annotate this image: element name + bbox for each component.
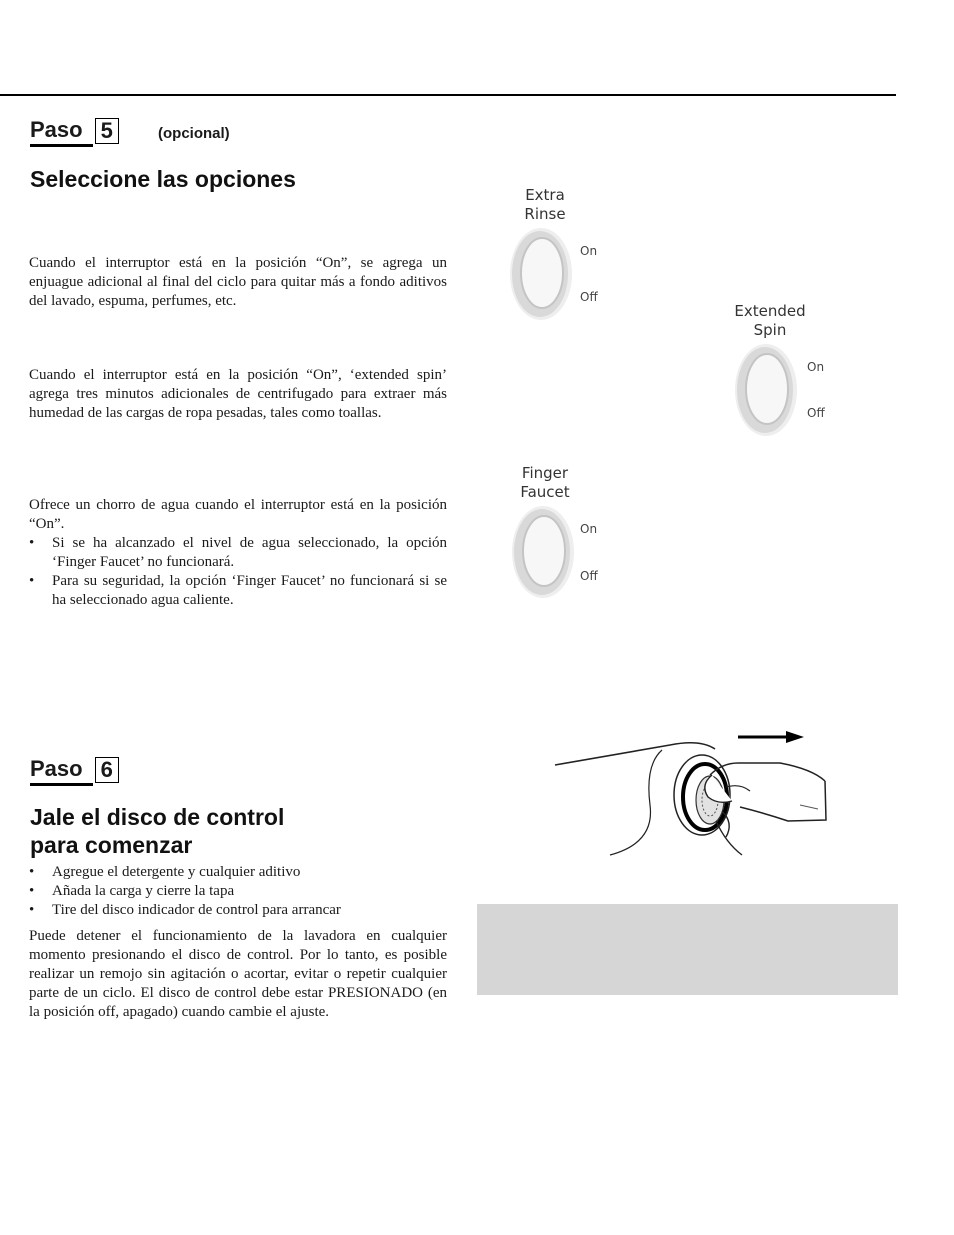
extended-spin-description: Cuando el interruptor está en la posición “On”, ‘extended spin’ agrega tres minutos adicionales de centrifugado para extraer más humedad de las cargas de ropa pesadas, tales como toallas. [29,367,447,421]
on-label: On [807,360,825,374]
rocker-switch-icon [508,226,578,322]
finger-faucet-notes [29,534,447,610]
step5-heading [30,117,119,147]
switch-title [500,186,590,224]
step6-paragraph: Puede detener el funcionamiento de la lavadora en cualquier momento presionando el disco de control. Por lo tanto, es posible realizar un remojo sin agitación o acortar, evitar o repetir cualquier parte de un ciclo. El disco de control debe estar PRESIONADO (en la posición off, apagado) cuando cambie el ajuste. [29,928,447,1020]
step-number: 6 [95,757,119,783]
step-number: 5 [95,118,119,144]
control-knob-illustration [550,725,835,865]
switch-title-line: Extended [734,302,806,320]
off-label: Off [580,569,598,583]
switch-title-line: Extra [525,186,565,204]
step6-title [30,803,284,859]
switch-title [725,302,815,340]
on-label: On [580,244,598,258]
switch-title-line: Faucet [520,483,570,501]
list-item: • Agregue el detergente y cualquier aditivo [29,863,449,882]
finger-faucet-description: Ofrece un chorro de agua cuando el interruptor está en la posición “On”. [29,497,447,532]
list-item: • Para su seguridad, la opción ‘Finger Faucet’ no funcionará si se ha seleccionado agua caliente. [29,572,447,610]
off-label: Off [807,406,825,420]
step6-list [29,863,449,920]
switch-title-line: Finger [521,464,569,482]
title-line: para comenzar [30,832,193,858]
step5-title: Seleccione las opciones [30,166,296,192]
extra-rinse-description: Cuando el interruptor está en la posición “On”, se agrega un enjuague adicional al final del ciclo para quitar más a fondo aditivos del lavado, espuma, perfumes, etc. [29,255,447,309]
extra-rinse-switch[interactable] [500,186,620,326]
paso-label: Paso [30,117,93,147]
switch-title [500,464,590,502]
extended-spin-switch[interactable] [725,302,845,442]
on-label: On [580,522,598,536]
finger-faucet-switch[interactable] [500,464,620,604]
switch-title-line: Spin [753,321,787,339]
list-item: • Añada la carga y cierre la tapa [29,882,449,901]
title-line: Jale el disco de control [30,804,285,830]
paso-label: Paso [30,756,93,786]
rocker-switch-icon [733,342,803,438]
switch-title-line: Rinse [524,205,566,223]
rocker-switch-icon [510,504,580,600]
step6-heading [30,756,119,786]
list-item: • Si se ha alcanzado el nivel de agua seleccionado, la opción ‘Finger Faucet’ no funcionará. [29,534,447,572]
list-item: • Tire del disco indicador de control para arrancar [29,901,449,920]
note-box [477,904,898,995]
off-label: Off [580,290,598,304]
top-rule [0,94,896,96]
optional-label: (opcional) [158,125,230,142]
